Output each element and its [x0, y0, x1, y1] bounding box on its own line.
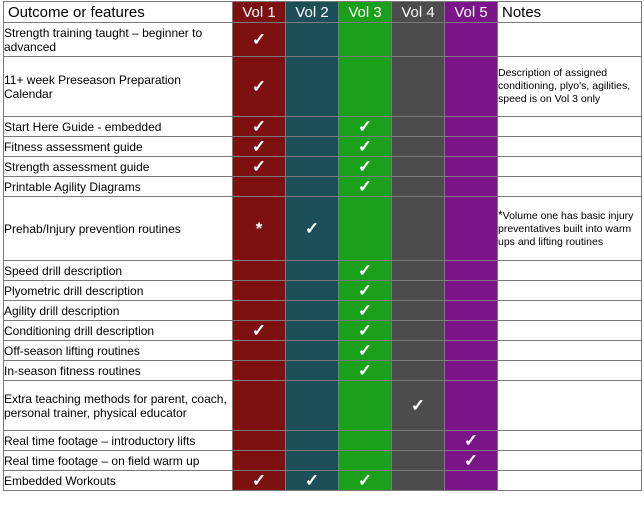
vol4-check [392, 57, 445, 117]
feature-label: Agility drill description [4, 301, 233, 321]
table-row [4, 431, 642, 451]
header-vol-4: Vol 4 [392, 2, 445, 23]
header-vol-2: Vol 2 [286, 2, 339, 23]
vol1-check [233, 381, 286, 431]
vol1-check: ✓ [233, 471, 286, 491]
row-note [498, 321, 642, 341]
row-note [498, 261, 642, 281]
header-row [4, 2, 642, 23]
vol2-check [286, 321, 339, 341]
vol5-check [445, 281, 498, 301]
vol5-check [445, 57, 498, 117]
feature-label: Extra teaching methods for parent, coach, personal trainer, physical educator [4, 381, 233, 431]
vol3-check [339, 431, 392, 451]
vol3-check [339, 197, 392, 261]
vol3-check: ✓ [339, 281, 392, 301]
feature-label: Conditioning drill description [4, 321, 233, 341]
vol3-check: ✓ [339, 361, 392, 381]
row-note [498, 281, 642, 301]
vol2-check [286, 23, 339, 57]
vol1-check [233, 431, 286, 451]
vol4-check [392, 177, 445, 197]
row-note [498, 381, 642, 431]
vol3-check: ✓ [339, 137, 392, 157]
vol1-check: ✓ [233, 117, 286, 137]
feature-label: Real time footage – introductory lifts [4, 431, 233, 451]
row-note [498, 361, 642, 381]
vol3-check: ✓ [339, 117, 392, 137]
feature-label: 11+ week Preseason Preparation Calendar [4, 57, 233, 117]
header-vol-1: Vol 1 [233, 2, 286, 23]
row-note [498, 117, 642, 137]
feature-label: Printable Agility Diagrams [4, 177, 233, 197]
table-row [4, 23, 642, 57]
feature-label: Embedded Workouts [4, 471, 233, 491]
note-asterisk: * [498, 207, 503, 222]
feature-label: Prehab/Injury prevention routines [4, 197, 233, 261]
vol4-check: ✓ [392, 381, 445, 431]
feature-label: Plyometric drill description [4, 281, 233, 301]
vol2-check [286, 261, 339, 281]
vol1-check: ✓ [233, 321, 286, 341]
row-note [498, 341, 642, 361]
feature-label: In-season fitness routines [4, 361, 233, 381]
vol3-check: ✓ [339, 471, 392, 491]
row-note [498, 157, 642, 177]
vol1-check [233, 281, 286, 301]
vol4-check [392, 117, 445, 137]
vol1-check: ✓ [233, 157, 286, 177]
row-note [498, 197, 642, 261]
vol4-check [392, 157, 445, 177]
row-note [498, 451, 642, 471]
vol2-check: ✓ [286, 471, 339, 491]
vol5-check: ✓ [445, 451, 498, 471]
vol2-check [286, 301, 339, 321]
feature-label: Strength training taught – beginner to advanced [4, 23, 233, 57]
row-note [498, 301, 642, 321]
vol3-check: ✓ [339, 321, 392, 341]
vol3-check: ✓ [339, 341, 392, 361]
table-row [4, 137, 642, 157]
vol5-check [445, 341, 498, 361]
vol1-check: ✓ [233, 137, 286, 157]
vol2-check [286, 137, 339, 157]
vol2-check [286, 57, 339, 117]
row-note [498, 23, 642, 57]
vol1-check [233, 451, 286, 471]
table-row [4, 321, 642, 341]
vol2-check [286, 451, 339, 471]
vol2-check [286, 381, 339, 431]
header-vol-5: Vol 5 [445, 2, 498, 23]
header-notes: Notes [498, 2, 642, 23]
vol2-check [286, 117, 339, 137]
vol4-check [392, 341, 445, 361]
vol3-check: ✓ [339, 157, 392, 177]
vol5-check [445, 301, 498, 321]
row-note: Description of assigned conditioning, plyo's, agilities, speed is on Vol 3 only [498, 57, 642, 117]
vol4-check [392, 261, 445, 281]
feature-label: Off-season lifting routines [4, 341, 233, 361]
row-note [498, 431, 642, 451]
vol5-check: ✓ [445, 431, 498, 451]
vol3-check [339, 23, 392, 57]
feature-comparison-table [3, 1, 642, 491]
table-row [4, 301, 642, 321]
row-note [498, 177, 642, 197]
vol4-check [392, 281, 445, 301]
vol1-check [233, 361, 286, 381]
feature-label: Real time footage – on field warm up [4, 451, 233, 471]
vol1-check [233, 261, 286, 281]
vol2-check [286, 361, 339, 381]
vol3-check [339, 57, 392, 117]
vol3-check: ✓ [339, 301, 392, 321]
header-outcome-or-features: Outcome or features [4, 2, 233, 23]
vol4-check [392, 451, 445, 471]
vol3-check [339, 451, 392, 471]
vol4-check [392, 471, 445, 491]
vol5-check [445, 361, 498, 381]
vol2-check: ✓ [286, 197, 339, 261]
vol4-check [392, 197, 445, 261]
vol1-check: ✓ [233, 23, 286, 57]
vol5-check [445, 23, 498, 57]
vol5-check [445, 471, 498, 491]
vol1-check [233, 341, 286, 361]
feature-label: Strength assessment guide [4, 157, 233, 177]
header-vol-3: Vol 3 [339, 2, 392, 23]
vol5-check [445, 137, 498, 157]
table-row [4, 281, 642, 301]
vol1-asterisk: * [233, 197, 286, 261]
vol5-check [445, 197, 498, 261]
vol4-check [392, 321, 445, 341]
table-row [4, 341, 642, 361]
feature-label: Speed drill description [4, 261, 233, 281]
note-text: Volume one has basic injury preventatives built into warm ups and lifting routines [498, 209, 634, 248]
vol2-check [286, 177, 339, 197]
vol2-check [286, 281, 339, 301]
vol4-check [392, 137, 445, 157]
table-row [4, 177, 642, 197]
table-row [4, 361, 642, 381]
vol4-check [392, 301, 445, 321]
vol2-check [286, 341, 339, 361]
vol4-check [392, 23, 445, 57]
vol3-check: ✓ [339, 177, 392, 197]
vol4-check [392, 361, 445, 381]
table-row [4, 117, 642, 137]
table-row [4, 381, 642, 431]
vol2-check [286, 431, 339, 451]
vol1-check [233, 301, 286, 321]
vol5-check [445, 117, 498, 137]
row-note [498, 137, 642, 157]
table-row [4, 197, 642, 261]
table-row [4, 261, 642, 281]
vol5-check [445, 261, 498, 281]
feature-label: Start Here Guide - embedded [4, 117, 233, 137]
vol3-check: ✓ [339, 261, 392, 281]
table-row [4, 471, 642, 491]
vol5-check [445, 157, 498, 177]
vol5-check [445, 321, 498, 341]
vol3-check [339, 381, 392, 431]
vol1-check: ✓ [233, 57, 286, 117]
vol2-check [286, 157, 339, 177]
vol4-check [392, 431, 445, 451]
vol5-check [445, 177, 498, 197]
vol1-check [233, 177, 286, 197]
vol5-check [445, 381, 498, 431]
table-row [4, 157, 642, 177]
feature-label: Fitness assessment guide [4, 137, 233, 157]
table-row [4, 57, 642, 117]
row-note [498, 471, 642, 491]
table-row [4, 451, 642, 471]
